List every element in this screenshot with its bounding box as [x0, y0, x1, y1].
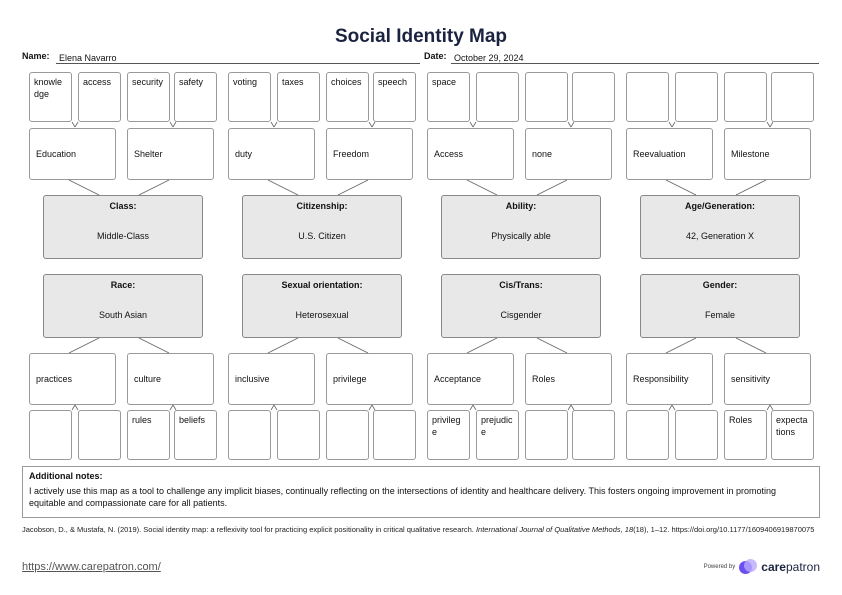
- identity-detail-box[interactable]: [525, 72, 568, 122]
- connector-line: [767, 122, 770, 127]
- identity-aspect-box[interactable]: [228, 353, 315, 405]
- aspect-label: Education: [36, 149, 77, 159]
- identity-detail-box[interactable]: [525, 410, 568, 460]
- citation-journal: International Journal of Qualitative Methods, 18: [475, 525, 634, 534]
- identity-detail-box[interactable]: [326, 410, 369, 460]
- connector-line: [69, 338, 99, 353]
- detail-label: privilege: [432, 415, 461, 437]
- name-underline: [56, 63, 420, 64]
- identity-category-box[interactable]: [242, 195, 402, 259]
- category-label: Gender:: [702, 280, 738, 290]
- identity-detail-box[interactable]: [127, 410, 170, 460]
- connector-line: [75, 122, 78, 127]
- connector-line: [537, 180, 567, 195]
- identity-detail-box[interactable]: [675, 72, 718, 122]
- connector-line: [271, 122, 274, 127]
- connector-line: [372, 122, 375, 127]
- identity-category-box[interactable]: [640, 195, 800, 259]
- identity-detail-box[interactable]: [78, 72, 121, 122]
- connector-line: [75, 405, 78, 410]
- date-underline: [451, 63, 819, 64]
- category-value: Cisgender: [500, 310, 542, 320]
- detail-label: expectations: [776, 415, 808, 437]
- identity-detail-box[interactable]: [277, 72, 320, 122]
- identity-aspect-box[interactable]: [127, 128, 214, 180]
- identity-detail-box[interactable]: [29, 410, 72, 460]
- identity-detail-box[interactable]: [771, 72, 814, 122]
- connector-line: [736, 338, 766, 353]
- identity-detail-box[interactable]: [572, 72, 615, 122]
- identity-category-box[interactable]: [640, 274, 800, 338]
- category-value: 42, Generation X: [685, 231, 755, 241]
- category-value: Physically able: [491, 231, 551, 241]
- identity-detail-box[interactable]: [476, 72, 519, 122]
- connector-line: [568, 122, 571, 127]
- category-value: U.S. Citizen: [298, 231, 346, 241]
- aspect-label: duty: [235, 149, 253, 159]
- aspect-label: Responsibility: [633, 374, 689, 384]
- aspect-label: privilege: [333, 374, 367, 384]
- aspect-label: sensitivity: [731, 374, 771, 384]
- identity-detail-box[interactable]: [373, 72, 416, 122]
- citation-pre: Jacobson, D., & Mustafa, N. (2019). Social identity map: a reflexivity tool for practicing explicit positionality in critical qualitative research.: [22, 525, 476, 534]
- detail-label: safety: [179, 77, 204, 87]
- identity-detail-box[interactable]: [675, 410, 718, 460]
- identity-detail-box[interactable]: [724, 72, 767, 122]
- category-value: Heterosexual: [295, 310, 349, 320]
- identity-category-box[interactable]: [441, 274, 601, 338]
- category-label: Age/Generation:: [684, 201, 755, 211]
- connector-line: [467, 180, 497, 195]
- connector-line: [268, 180, 298, 195]
- connector-line: [271, 405, 274, 410]
- connector-line: [473, 405, 476, 410]
- identity-aspect-box[interactable]: [228, 128, 315, 180]
- connector-line: [170, 405, 173, 410]
- category-label: Race:: [110, 280, 136, 290]
- identity-aspect-box[interactable]: [326, 128, 413, 180]
- category-label: Class:: [109, 201, 137, 211]
- identity-aspect-box[interactable]: [626, 353, 713, 405]
- identity-aspect-box[interactable]: [326, 353, 413, 405]
- notes-heading: Additional notes:: [29, 471, 103, 481]
- identity-aspect-box[interactable]: [29, 128, 116, 180]
- aspect-label: inclusive: [235, 374, 270, 384]
- connector-line: [767, 405, 770, 410]
- powered-by: Powered by: [703, 564, 736, 570]
- identity-category-box[interactable]: [43, 195, 203, 259]
- aspect-label: Shelter: [134, 149, 163, 159]
- identity-detail-box[interactable]: [771, 410, 814, 460]
- page-title: Social Identity Map: [334, 26, 508, 47]
- detail-label: choices: [331, 77, 362, 87]
- identity-detail-box[interactable]: [724, 410, 767, 460]
- connector-line: [338, 180, 368, 195]
- identity-detail-box[interactable]: [174, 410, 217, 460]
- carepatron-brand: [704, 559, 820, 575]
- connector-line: [139, 338, 169, 353]
- identity-category-box[interactable]: [441, 195, 601, 259]
- connector-line: [666, 338, 696, 353]
- identity-detail-box[interactable]: [174, 72, 217, 122]
- detail-label: access: [83, 77, 112, 87]
- identity-detail-box[interactable]: [427, 72, 470, 122]
- category-value: Female: [704, 310, 735, 320]
- aspect-label: Reevaluation: [633, 149, 686, 159]
- category-value: South Asian: [98, 310, 148, 320]
- identity-aspect-box[interactable]: [724, 353, 811, 405]
- aspect-label: none: [532, 149, 553, 159]
- notes-text: I actively use this map as a tool to challenge any implicit biases, continually reflecting on the intersections of identity and healthcare delivery. This fosters ongoing improvement in promoting equitable and compassionate care for all patients.: [29, 486, 777, 508]
- identity-aspect-box[interactable]: [29, 353, 116, 405]
- aspect-label: Freedom: [333, 149, 370, 159]
- identity-detail-box[interactable]: [228, 410, 271, 460]
- detail-label: rules: [132, 415, 152, 425]
- identity-detail-box[interactable]: [626, 72, 669, 122]
- connector-line: [72, 122, 75, 127]
- connector-line: [669, 122, 672, 127]
- connector-line: [770, 122, 773, 127]
- identity-detail-box[interactable]: [29, 72, 72, 122]
- connector-line: [672, 405, 675, 410]
- connector-line: [72, 405, 75, 410]
- detail-label: prejudice: [481, 415, 513, 437]
- identity-aspect-box[interactable]: [427, 353, 514, 405]
- connector-line: [467, 338, 497, 353]
- identity-category-box[interactable]: [242, 274, 402, 338]
- identity-detail-box[interactable]: [373, 410, 416, 460]
- identity-detail-box[interactable]: [572, 410, 615, 460]
- detail-label: voting: [233, 77, 258, 87]
- category-label: Citizenship:: [296, 201, 348, 211]
- connector-line: [470, 122, 473, 127]
- category-label: Cis/Trans:: [499, 280, 543, 290]
- detail-label: space: [432, 77, 457, 87]
- connector-line: [139, 180, 169, 195]
- identity-aspect-box[interactable]: [626, 128, 713, 180]
- identity-category-box[interactable]: [43, 274, 203, 338]
- date-field[interactable]: October 29, 2024: [454, 53, 524, 63]
- detail-label: security: [132, 77, 164, 87]
- connector-line: [369, 405, 372, 410]
- aspect-label: culture: [134, 374, 162, 384]
- connector-line: [473, 122, 476, 127]
- connector-line: [672, 122, 675, 127]
- detail-label: knowledge: [34, 77, 63, 99]
- connector-line: [274, 122, 277, 127]
- identity-aspect-box[interactable]: [724, 128, 811, 180]
- aspect-label: practices: [36, 374, 73, 384]
- detail-label: beliefs: [179, 415, 206, 425]
- identity-aspect-box[interactable]: [525, 353, 612, 405]
- category-label: Sexual orientation:: [281, 280, 363, 290]
- connector-line: [571, 122, 574, 127]
- citation-post: (18), 1–12. https://doi.org/10.1177/1609406919870075: [633, 525, 815, 534]
- citation: [22, 524, 822, 536]
- name-label: Name:: [22, 51, 50, 61]
- connector-line: [268, 338, 298, 353]
- detail-label: taxes: [282, 77, 304, 87]
- brand-name: carepatron: [761, 560, 820, 574]
- connector-line: [470, 405, 473, 410]
- carepatron-logo-icon: [739, 559, 757, 575]
- connector-line: [568, 405, 571, 410]
- connector-line: [69, 180, 99, 195]
- connector-line: [274, 405, 277, 410]
- aspect-label: Acceptance: [434, 374, 482, 384]
- detail-label: speech: [378, 77, 408, 87]
- name-field[interactable]: Elena Navarro: [59, 53, 117, 63]
- connector-line: [736, 180, 766, 195]
- identity-detail-box[interactable]: [626, 410, 669, 460]
- connector-line: [669, 405, 672, 410]
- category-value: Middle-Class: [96, 231, 149, 241]
- carepatron-link[interactable]: https://www.carepatron.com/: [22, 561, 161, 573]
- identity-aspect-box[interactable]: [127, 353, 214, 405]
- category-label: Ability:: [505, 201, 537, 211]
- date-label: Date:: [424, 51, 447, 61]
- identity-detail-box[interactable]: [476, 410, 519, 460]
- detail-label: Roles: [729, 415, 753, 425]
- identity-detail-box[interactable]: [78, 410, 121, 460]
- connector-line: [173, 122, 176, 127]
- identity-aspect-box[interactable]: [427, 128, 514, 180]
- identity-aspect-box[interactable]: [525, 128, 612, 180]
- connector-line: [369, 122, 372, 127]
- identity-detail-box[interactable]: [277, 410, 320, 460]
- aspect-label: Milestone: [731, 149, 770, 159]
- additional-notes[interactable]: [22, 466, 820, 518]
- identity-detail-box[interactable]: [127, 72, 170, 122]
- identity-detail-box[interactable]: [228, 72, 271, 122]
- identity-detail-box[interactable]: [427, 410, 470, 460]
- aspect-label: Access: [434, 149, 464, 159]
- connector-line: [666, 180, 696, 195]
- connector-line: [537, 338, 567, 353]
- connector-line: [170, 122, 173, 127]
- identity-detail-box[interactable]: [326, 72, 369, 122]
- connector-line: [338, 338, 368, 353]
- aspect-label: Roles: [532, 374, 556, 384]
